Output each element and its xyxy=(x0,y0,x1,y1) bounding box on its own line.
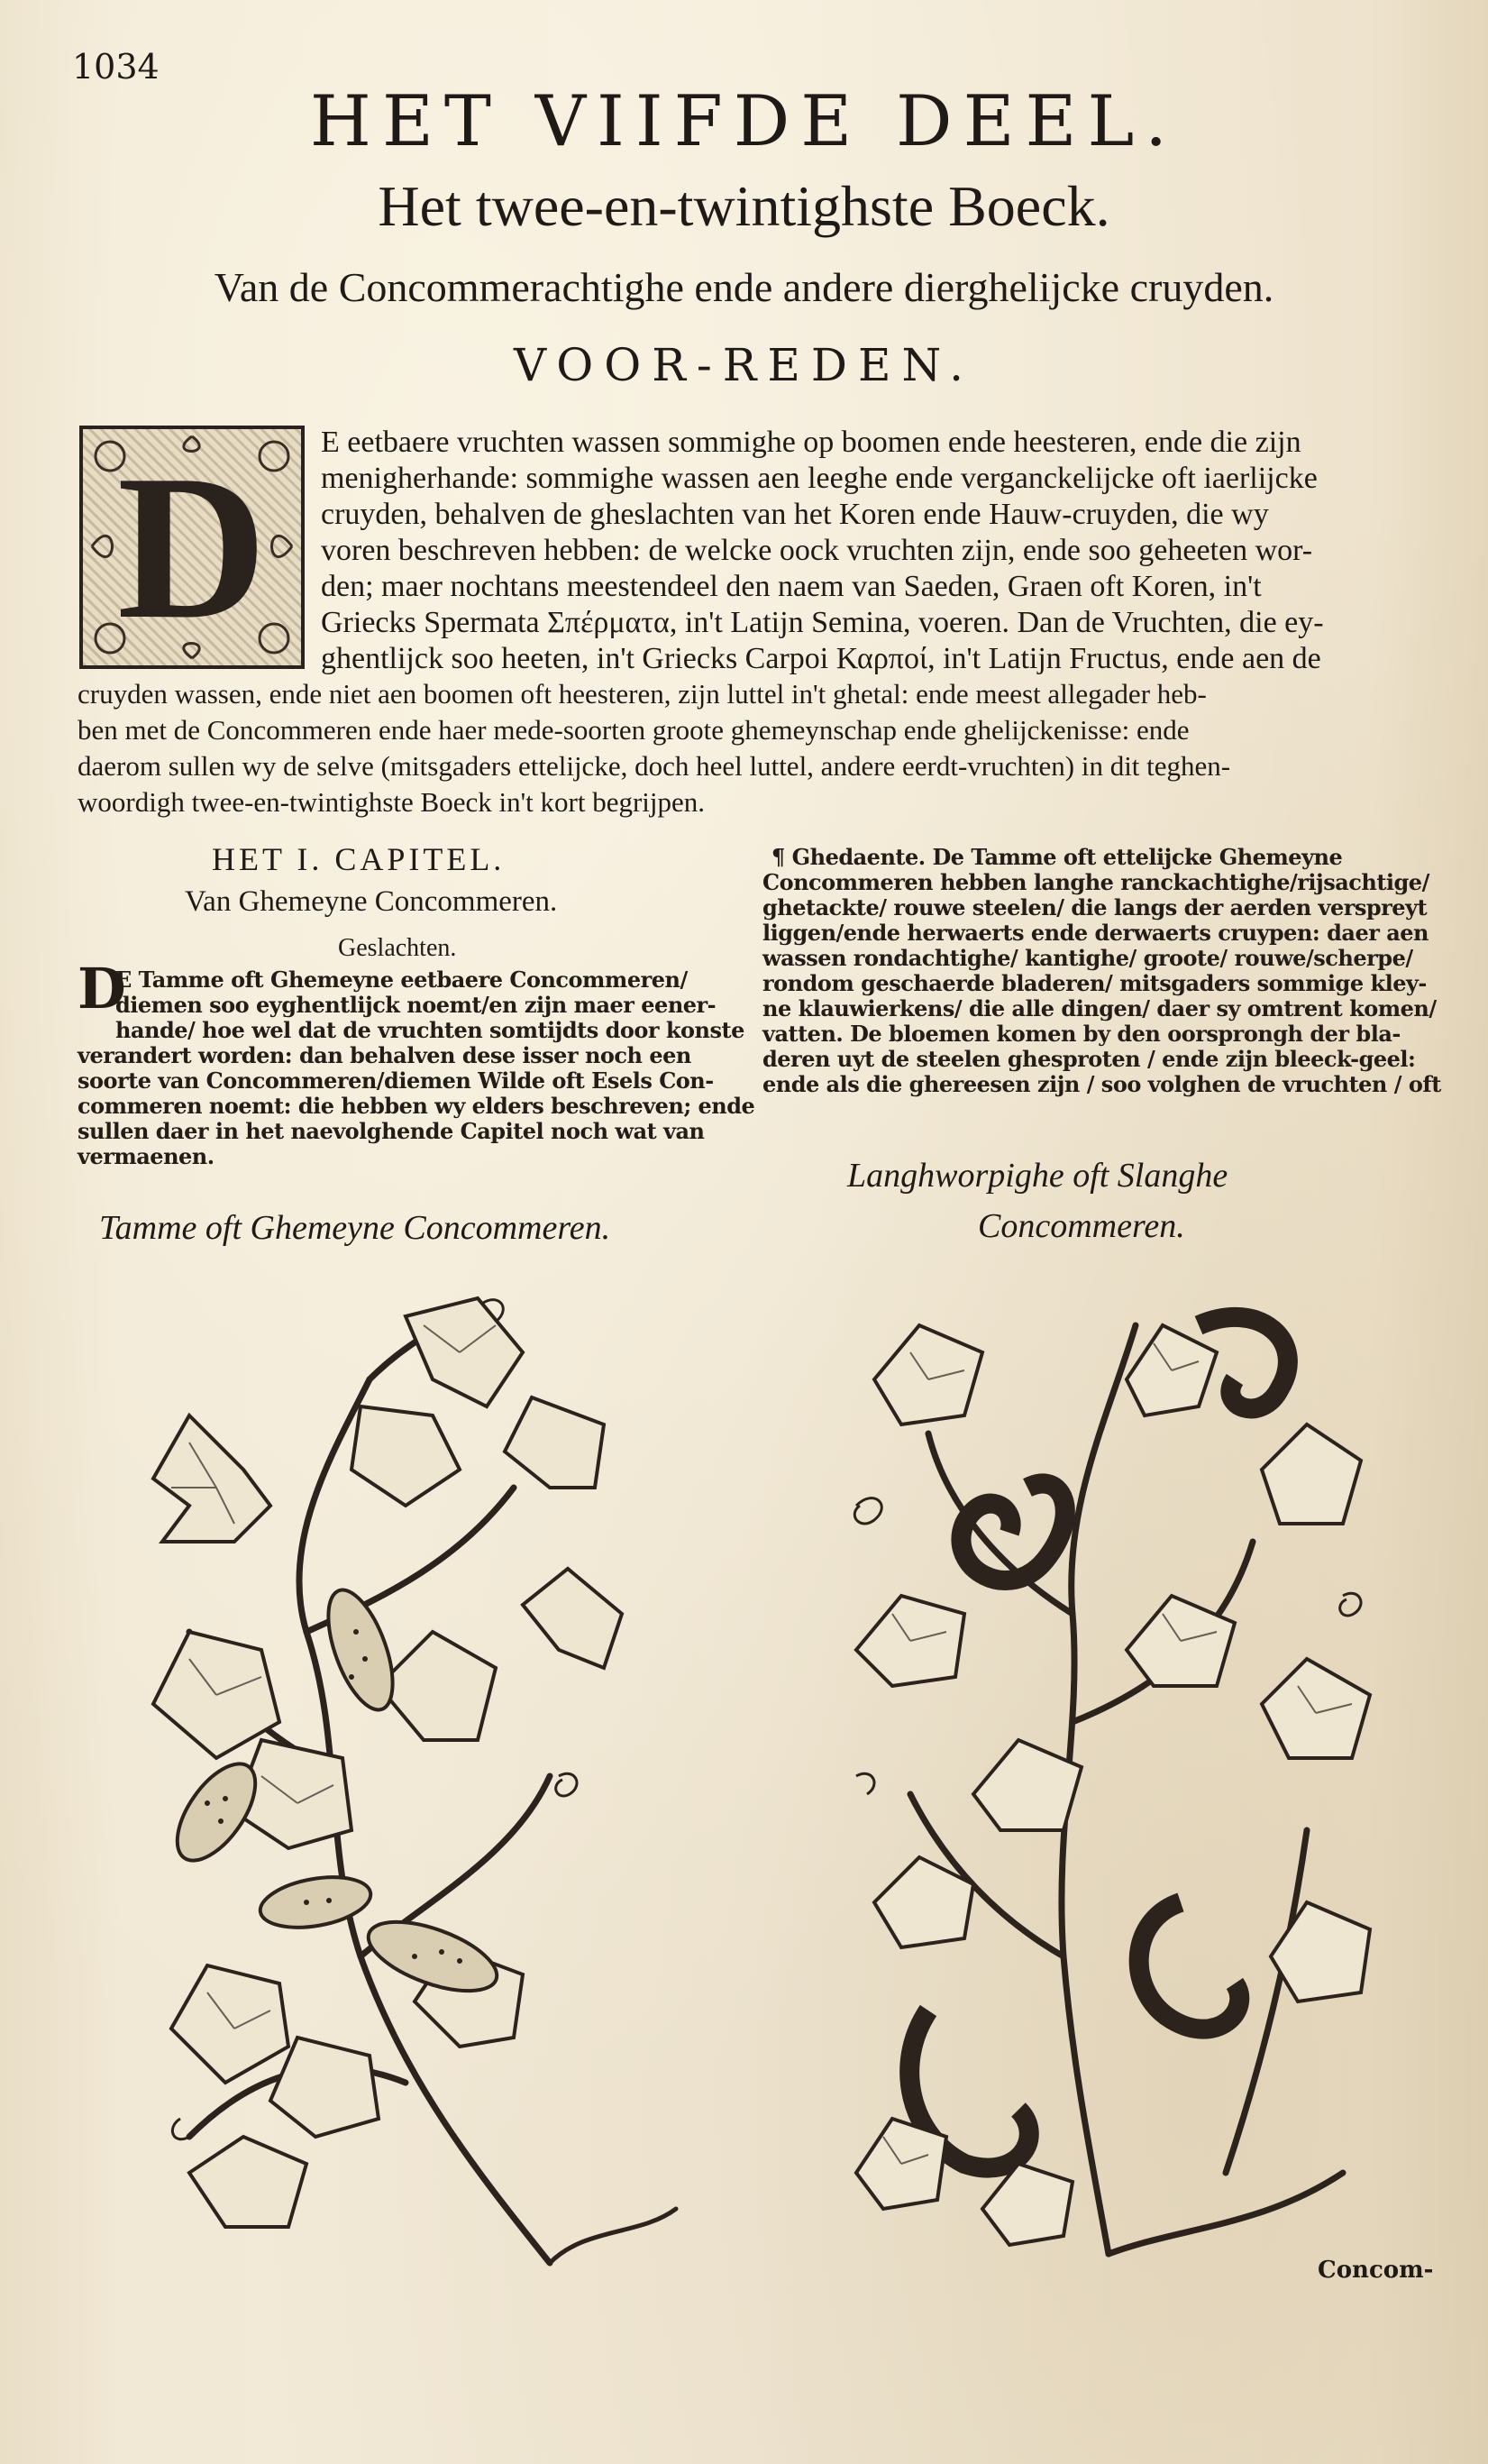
blackletter-line: rondom geschaerde bladeren/ mitsgaders sommige kley- xyxy=(762,970,1427,996)
intro-line: E eetbaere vruchten wassen sommighe op boomen ende heesteren, ende die zijn xyxy=(321,426,1301,459)
intro-line: voren beschreven hebben: de welcke oock vruchten zijn, ende soo geheeten wor- xyxy=(321,534,1313,567)
intro-line: woordigh twee-en-twintighste Boeck in't kort begrijpen. xyxy=(78,786,706,818)
left-figure-caption: Tamme oft Ghemeyne Concommeren. xyxy=(99,1209,611,1247)
serpent-cucumber-illustration xyxy=(838,1271,1397,2272)
cucumber-plant-illustration xyxy=(135,1271,703,2281)
blackletter-line: sullen daer in het naevolghende Capitel noch wat van xyxy=(78,1118,705,1144)
blackletter-line: soorte van Concommeren/diemen Wilde oft Esels Con- xyxy=(78,1067,714,1094)
part-title: HET VIIFDE DEEL. xyxy=(309,81,1179,162)
intro-line: ben met de Concommeren ende haer mede-soorten groote ghemeynschap ende ghelijckenisse: ende xyxy=(78,714,1190,746)
blackletter-line: ghetackte/ rouwe steelen/ die langs der aerden verspreyt xyxy=(762,894,1428,921)
chapter-subtitle: Van Ghemeyne Concommeren. xyxy=(185,885,558,918)
intro-line: Griecks Spermata Σπέρματα, in't Latijn Semina, voeren. Dan de Vruchten, die ey- xyxy=(321,606,1324,639)
blackletter-line: ne klauwierkens/ die alle dingen/ daer sy omtrent komen/ xyxy=(762,995,1437,1021)
blackletter-line: commeren noemt: die hebben wy elders beschreven; ende xyxy=(78,1093,755,1119)
right-figure-caption-line1: Langhworpighe oft Slanghe xyxy=(847,1157,1228,1195)
blackletter-line: ¶ Ghedaente. De Tamme oft ettelijcke Ghemeyne xyxy=(771,844,1343,870)
blackletter-line: ende als die ghereesen zijn / soo volghen de vruchten / oft xyxy=(762,1071,1441,1097)
intro-line: daerom sullen wy de selve (mitsgaders ettelijcke, doch heel luttel, andere eerdt-vruchten) in dit teghen- xyxy=(78,750,1231,782)
catchword: Concom- xyxy=(1318,2257,1434,2284)
dropcap-letter: D xyxy=(116,432,268,662)
blackletter-line: vatten. De bloemen komen by den oorsprongh der bla- xyxy=(762,1021,1401,1047)
blackletter-line: vermaenen. xyxy=(78,1143,215,1169)
chapter-dropcap: D xyxy=(78,956,126,1021)
blackletter-line: verandert worden: dan behalven dese isser noch een xyxy=(78,1042,691,1068)
right-figure-caption-line2: Concommeren. xyxy=(978,1207,1185,1245)
page-number: 1034 xyxy=(72,47,160,87)
blackletter-line: liggen/ende herwaerts ende derwaerts cruypen: daer aen xyxy=(762,920,1429,946)
blackletter-line: hande/ hoe wel dat de vruchten somtijdts door konste xyxy=(115,1017,744,1043)
preface-heading: VOOR-REDEN. xyxy=(514,339,974,391)
book-title: Het twee-en-twintighste Boeck. xyxy=(378,174,1110,238)
blackletter-line: deren uyt de steelen ghesproten / ende zijn bleeck-geel: xyxy=(762,1046,1416,1072)
intro-line: cruyden, behalven de gheslachten van het Koren ende Hauw-cruyden, die wy xyxy=(321,498,1269,531)
blackletter-line: diemen soo eyghentlijck noemt/en zijn maer eener- xyxy=(115,992,717,1018)
intro-line: menigherhande: sommighe wassen aen leeghe ende verganckelijcke oft iaerlijcke xyxy=(321,462,1318,495)
decorated-initial xyxy=(79,426,305,669)
chapter-heading: HET I. CAPITEL. xyxy=(212,841,506,877)
blackletter-line: E Tamme oft Ghemeyne eetbaere Concommeren/ xyxy=(115,966,688,993)
intro-line: cruyden wassen, ende niet aen boomen oft heesteren, zijn luttel in't ghetal: ende meest allegader heb- xyxy=(78,678,1207,710)
blackletter-line: wassen rondachtighe/ kantighe/ groote/ rouwe/scherpe/ xyxy=(762,945,1413,971)
intro-line: ghentlijck soo heeten, in't Griecks Carpoi Καρποί, in't Latijn Fructus, ende aen de xyxy=(321,642,1321,675)
section-label: Geslachten. xyxy=(338,934,457,962)
blackletter-line: Concommeren hebben langhe ranckachtighe/rijsachtige/ xyxy=(762,869,1429,895)
book-subtitle: Van de Concommerachtighe ende andere dierghelijcke cruyden. xyxy=(214,264,1274,310)
intro-line: den; maer nochtans meestendeel den naem van Saeden, Graen oft Koren, in't xyxy=(321,570,1262,603)
